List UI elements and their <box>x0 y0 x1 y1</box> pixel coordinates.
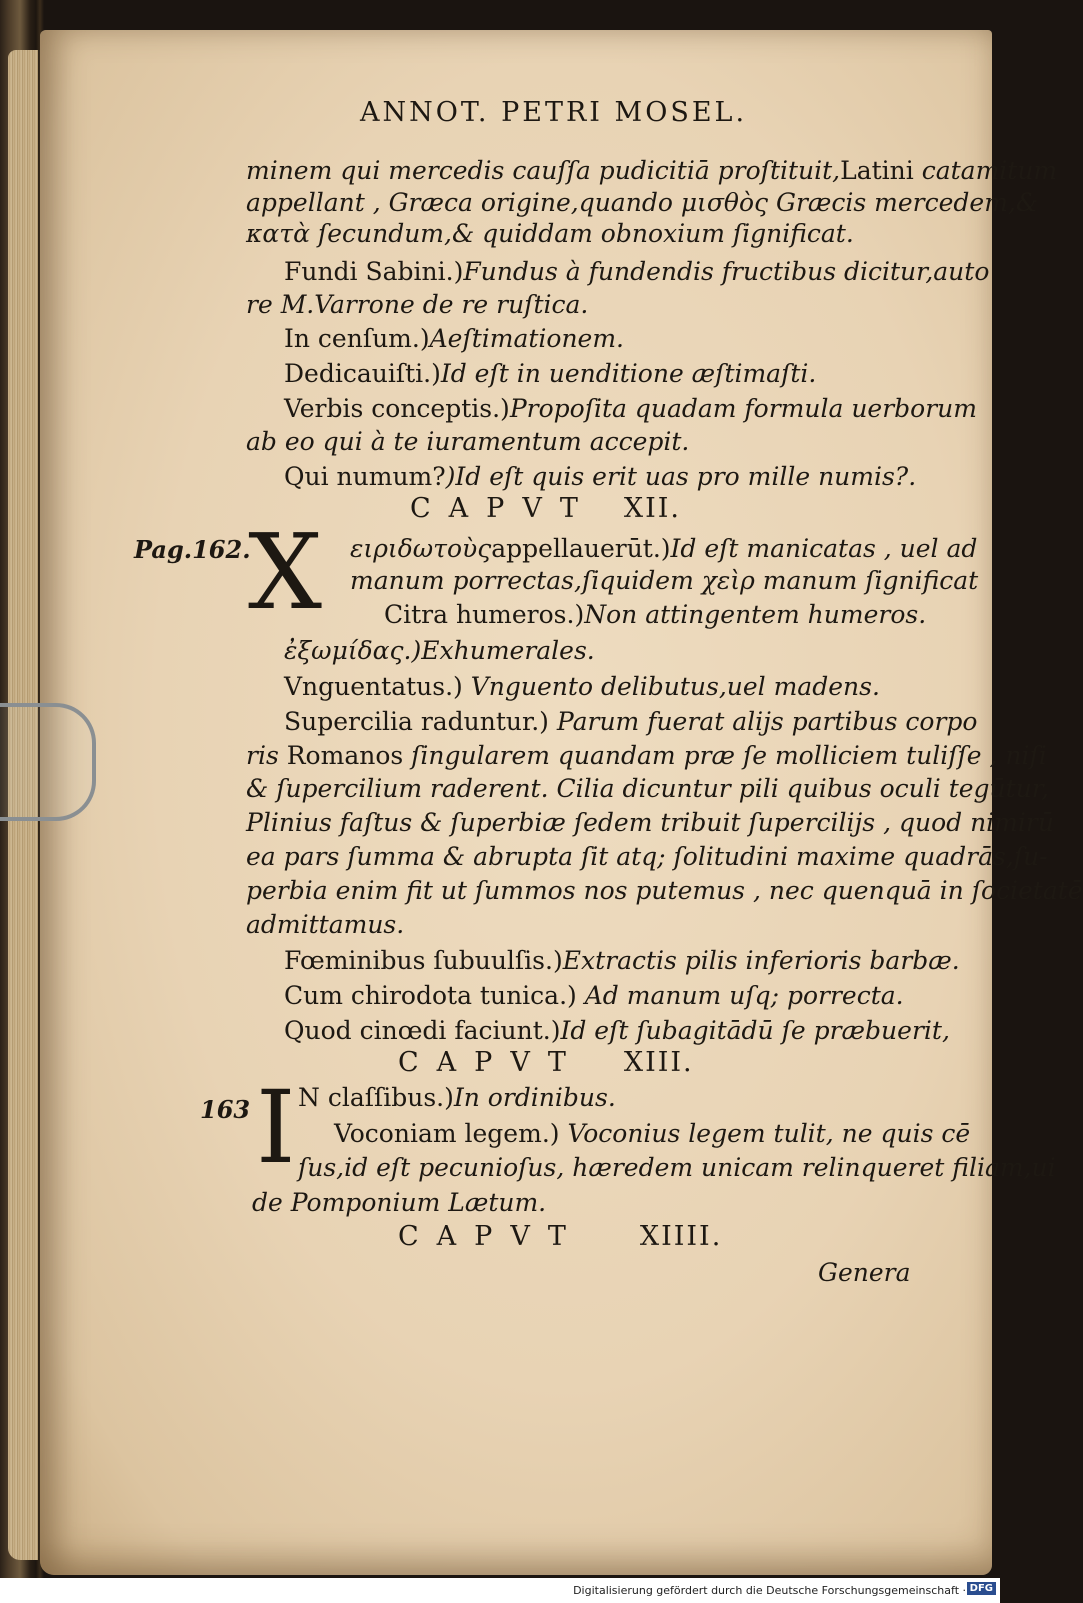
drop-cap-i: I <box>256 1069 296 1186</box>
cap12-line-1: ειριδωτοὺςappellauerūt.)Id eſt manicatas , uel ad <box>350 534 978 563</box>
catchword: Genera <box>818 1258 911 1287</box>
cap12-line-13: Fœminibus ſubuulſis.)Extractis pilis inferioris barbæ. <box>284 946 960 975</box>
cap12-line-7: ris Romanos ſingularem quandam præ ſe molliciem tuliſſe , niſi <box>246 741 1047 770</box>
cap12-line-14: Cum chirodota tunica.) Ad manum uſq; porrecta. <box>284 981 904 1010</box>
cap13-line-2: Voconiam legem.) Voconius legem tulit, ne quis cē <box>334 1119 971 1148</box>
text-line-7: Dedicauiſti.)Id eſt in uenditione æſtimaſti. <box>284 359 817 388</box>
text-line-10: Qui numum?)Id eſt quis erit uas pro mille numis?. <box>284 462 917 491</box>
text-line-2: appellant , Græca origine,quando μισθὸς Græcis mercedem,& <box>246 188 1039 217</box>
margin-note-pag162: Pag.162. <box>134 535 251 564</box>
footer-credit: Digitalisierung gefördert durch die Deutsche Forschungsgemeinschaft · <box>573 1584 966 1597</box>
margin-note-163: 163 <box>200 1095 251 1124</box>
dfg-logo: DFG <box>967 1582 996 1595</box>
cap12-line-6: Supercilia raduntur.) Parum fuerat alijs partibus corpo <box>284 707 978 736</box>
digitization-footer <box>0 1578 1000 1603</box>
cap12-line-11: perbia enim fit ut ſummos nos putemus , nec quenquā in ſocietatē <box>246 876 1083 905</box>
cap12-line-10: ea pars ſumma & abrupta ſit atq; ſolitudini maxime quadrās,ſu- <box>246 842 1048 871</box>
chapter-heading-14: CAPVT XIIII. <box>398 1221 723 1252</box>
cap12-line-2: manum porrectas,ſiquidem χεὶρ manum ſignificat <box>350 566 979 595</box>
cap12-line-15: Quod cinœdi faciunt.)Id eſt ſubagitādū ſe præbuerit, <box>284 1016 950 1045</box>
text-line-1: minem qui mercedis cauſſa pudicitiā proſtituit,Latini catamitum <box>246 156 1058 185</box>
chapter-heading-13: CAPVT XIII. <box>398 1047 694 1078</box>
drop-cap-x: X <box>248 511 323 633</box>
text-line-9: ab eo qui à te iuramentum accepit. <box>246 427 690 456</box>
text-line-6: In cenſum.)Aeſtimationem. <box>284 324 624 353</box>
cap13-line-1: N claſſibus.)In ordinibus. <box>298 1083 616 1112</box>
chapter-heading-12: CAPVT XII. <box>410 493 681 524</box>
cap13-line-4: de Pomponium Lætum. <box>252 1188 547 1217</box>
cap12-line-4: ἐξωμίδας.)Exhumerales. <box>284 636 595 665</box>
text-line-4: Fundi Sabini.)Fundus à fundendis fructibus dicitur,auto <box>284 257 990 286</box>
text-line-8: Verbis conceptis.)Propoſita quadam formula uerborum <box>284 394 977 423</box>
text-line-3: κατὰ ſecundum,& quiddam obnoxium ſignificat. <box>246 219 854 248</box>
cap12-line-12: admittamus. <box>246 910 405 939</box>
running-title: ANNOT. PETRI MOSEL. <box>360 97 748 128</box>
cap13-line-3: ſus,id eſt pecunioſus, hæredem unicam relinqueret filiam,ui <box>298 1153 1056 1182</box>
metal-clip <box>0 703 96 821</box>
cap12-line-9: Plinius faſtus & ſuperbiæ ſedem tribuit ſupercilijs , quod nimirū <box>246 808 1054 837</box>
cap12-line-3: Citra humeros.)Non attingentem humeros. <box>384 600 927 629</box>
cap12-line-5: Vnguentatus.) Vnguento delibutus,uel madens. <box>284 672 880 701</box>
text-line-5: re M.Varrone de re ruſtica. <box>246 290 589 319</box>
cap12-line-8: & ſupercilium raderent. Cilia dicuntur pili quibus oculi tegūtur, <box>246 774 1049 803</box>
